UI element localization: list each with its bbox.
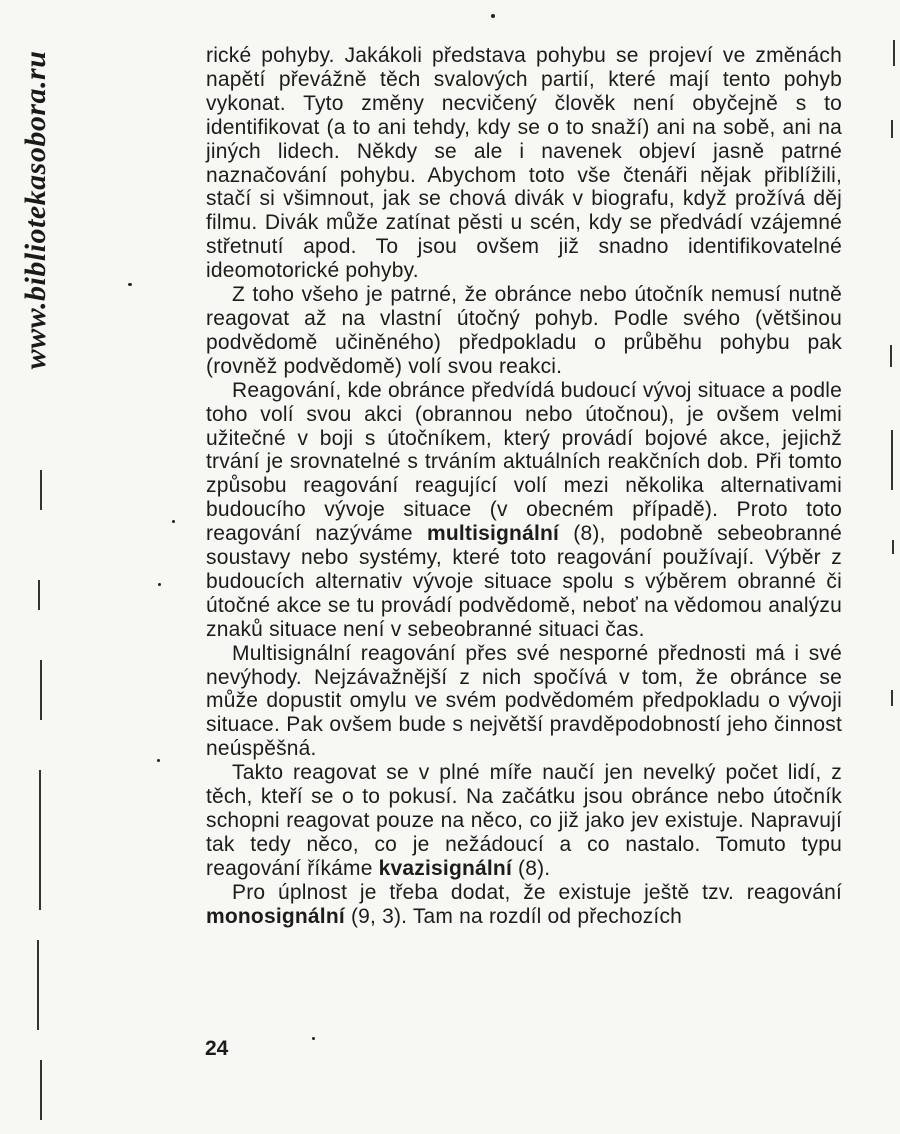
- scan-edge-mark: [39, 770, 41, 910]
- scan-edge-mark: [890, 345, 892, 367]
- scan-edge-mark: [38, 580, 40, 610]
- paragraph: [206, 283, 842, 379]
- scan-edge-mark: [891, 120, 893, 138]
- scan-speck: [158, 583, 161, 586]
- paragraph: [206, 379, 842, 642]
- text-run: Pro úplnost je třeba dodat, že existuje ještě tzv. reagování: [232, 880, 842, 904]
- bold-term: kvazisignální: [378, 856, 512, 880]
- scan-speck: [128, 283, 132, 286]
- body-text: [206, 44, 842, 929]
- text-run: Multisignální reagování přes své nesporné přednosti má i své nevýhody. Nejzávažnější z nich spočívá v tom, že obránce se může dopustit omylu ve svém podvědomém předpokladu o vývoji situace. Pak ovšem bude s největší pravděpodobností jeho činnost neúspěšná.: [206, 641, 842, 761]
- scan-edge-mark: [40, 1060, 42, 1120]
- bold-term: monosignální: [206, 904, 345, 928]
- scan-edge-mark: [40, 470, 42, 510]
- scan-edge-mark: [891, 430, 893, 490]
- scan-speck: [312, 1037, 315, 1040]
- text-run: Z toho všeho je patrné, že obránce nebo útočník nemusí nutně reagovat až na vlastní útočný pohyb. Podle svého (většinou podvědomě učiněného) předpokladu o průběhu pohybu pak (rovněž podvědomě) volí svou reakci.: [206, 283, 842, 378]
- text-run: (8), podobně sebeobranné soustavy nebo systémy, které toto reagování používají. Výběr z budoucích alternativ vývoje situace spolu s výběrem obranné či útočné akce se tu provádí podvědomě, neboť na vědomou analýzu znaků situace není v sebeobranné situaci čas.: [206, 522, 842, 641]
- text-run: (9, 3). Tam na rozdíl od přechozích: [344, 904, 683, 928]
- bold-term: multisignální: [426, 522, 560, 546]
- paragraph: [206, 642, 842, 762]
- text-run: Reagování, kde obránce předvídá budoucí vývoj situace a podle toho volí svou akci (obrannou nebo útočnou), je ovšem velmi užitečné v boji s útočníkem, který provádí bojové akce, jejichž trvání je srovnatelné s trváním aktuálních reakčních dob. Při tomto způsobu reagování reagující volí mezi několika alternativami budoucího vývoje situace (v obecném případě). Proto toto reagování nazýváme: [206, 378, 842, 546]
- scan-speck: [491, 14, 495, 18]
- paragraph: [206, 761, 842, 881]
- text-run: rické pohyby. Jakákoli představa pohybu se projeví ve změnách napětí převážně těch svalových partií, které mají tento pohyb vykonat. Tyto změny necvičený člověk není obyčejně s to identifikovat (a to ani tehdy, kdy se o to snaží) ani na sobě, ani na jiných lidech. Někdy se ale i navenek objeví jasně patrné naznačování pohybu. Abychom toto vše čtenáři nějak přiblížili, stačí si všimnout, jak se chová divák v biografu, když prožívá děj filmu. Divák může zatínat pěsti u scén, kdy se předvádí vzájemné střetnutí apod. To jsou ovšem již snadno identifikovatelné ideomotorické pohyby.: [206, 44, 842, 283]
- paragraph: [206, 44, 842, 283]
- paragraph: [206, 881, 842, 929]
- scan-edge-mark: [893, 40, 895, 66]
- scan-edge-mark: [891, 690, 893, 706]
- text-run: (8).: [511, 856, 551, 880]
- scan-speck: [157, 759, 160, 762]
- scan-edge-mark: [892, 540, 894, 554]
- text-run: Takto reagovat se v plné míře naučí jen nevelký počet lidí, z těch, kteří se o to pokusí. Na začátku jsou obránce nebo útočník schopni reagovat pouze na něco, co již jako jev existuje. Napravují tak tedy něco, co je nežádoucí a co nastalo. Tomuto typu reagování říkáme: [206, 761, 842, 880]
- scan-speck: [172, 520, 175, 523]
- page-number: 24: [205, 1037, 229, 1060]
- scan-edge-mark: [37, 940, 39, 1030]
- site-watermark: www.bibliotekasobora.ru: [19, 50, 52, 370]
- scan-edge-mark: [40, 660, 42, 720]
